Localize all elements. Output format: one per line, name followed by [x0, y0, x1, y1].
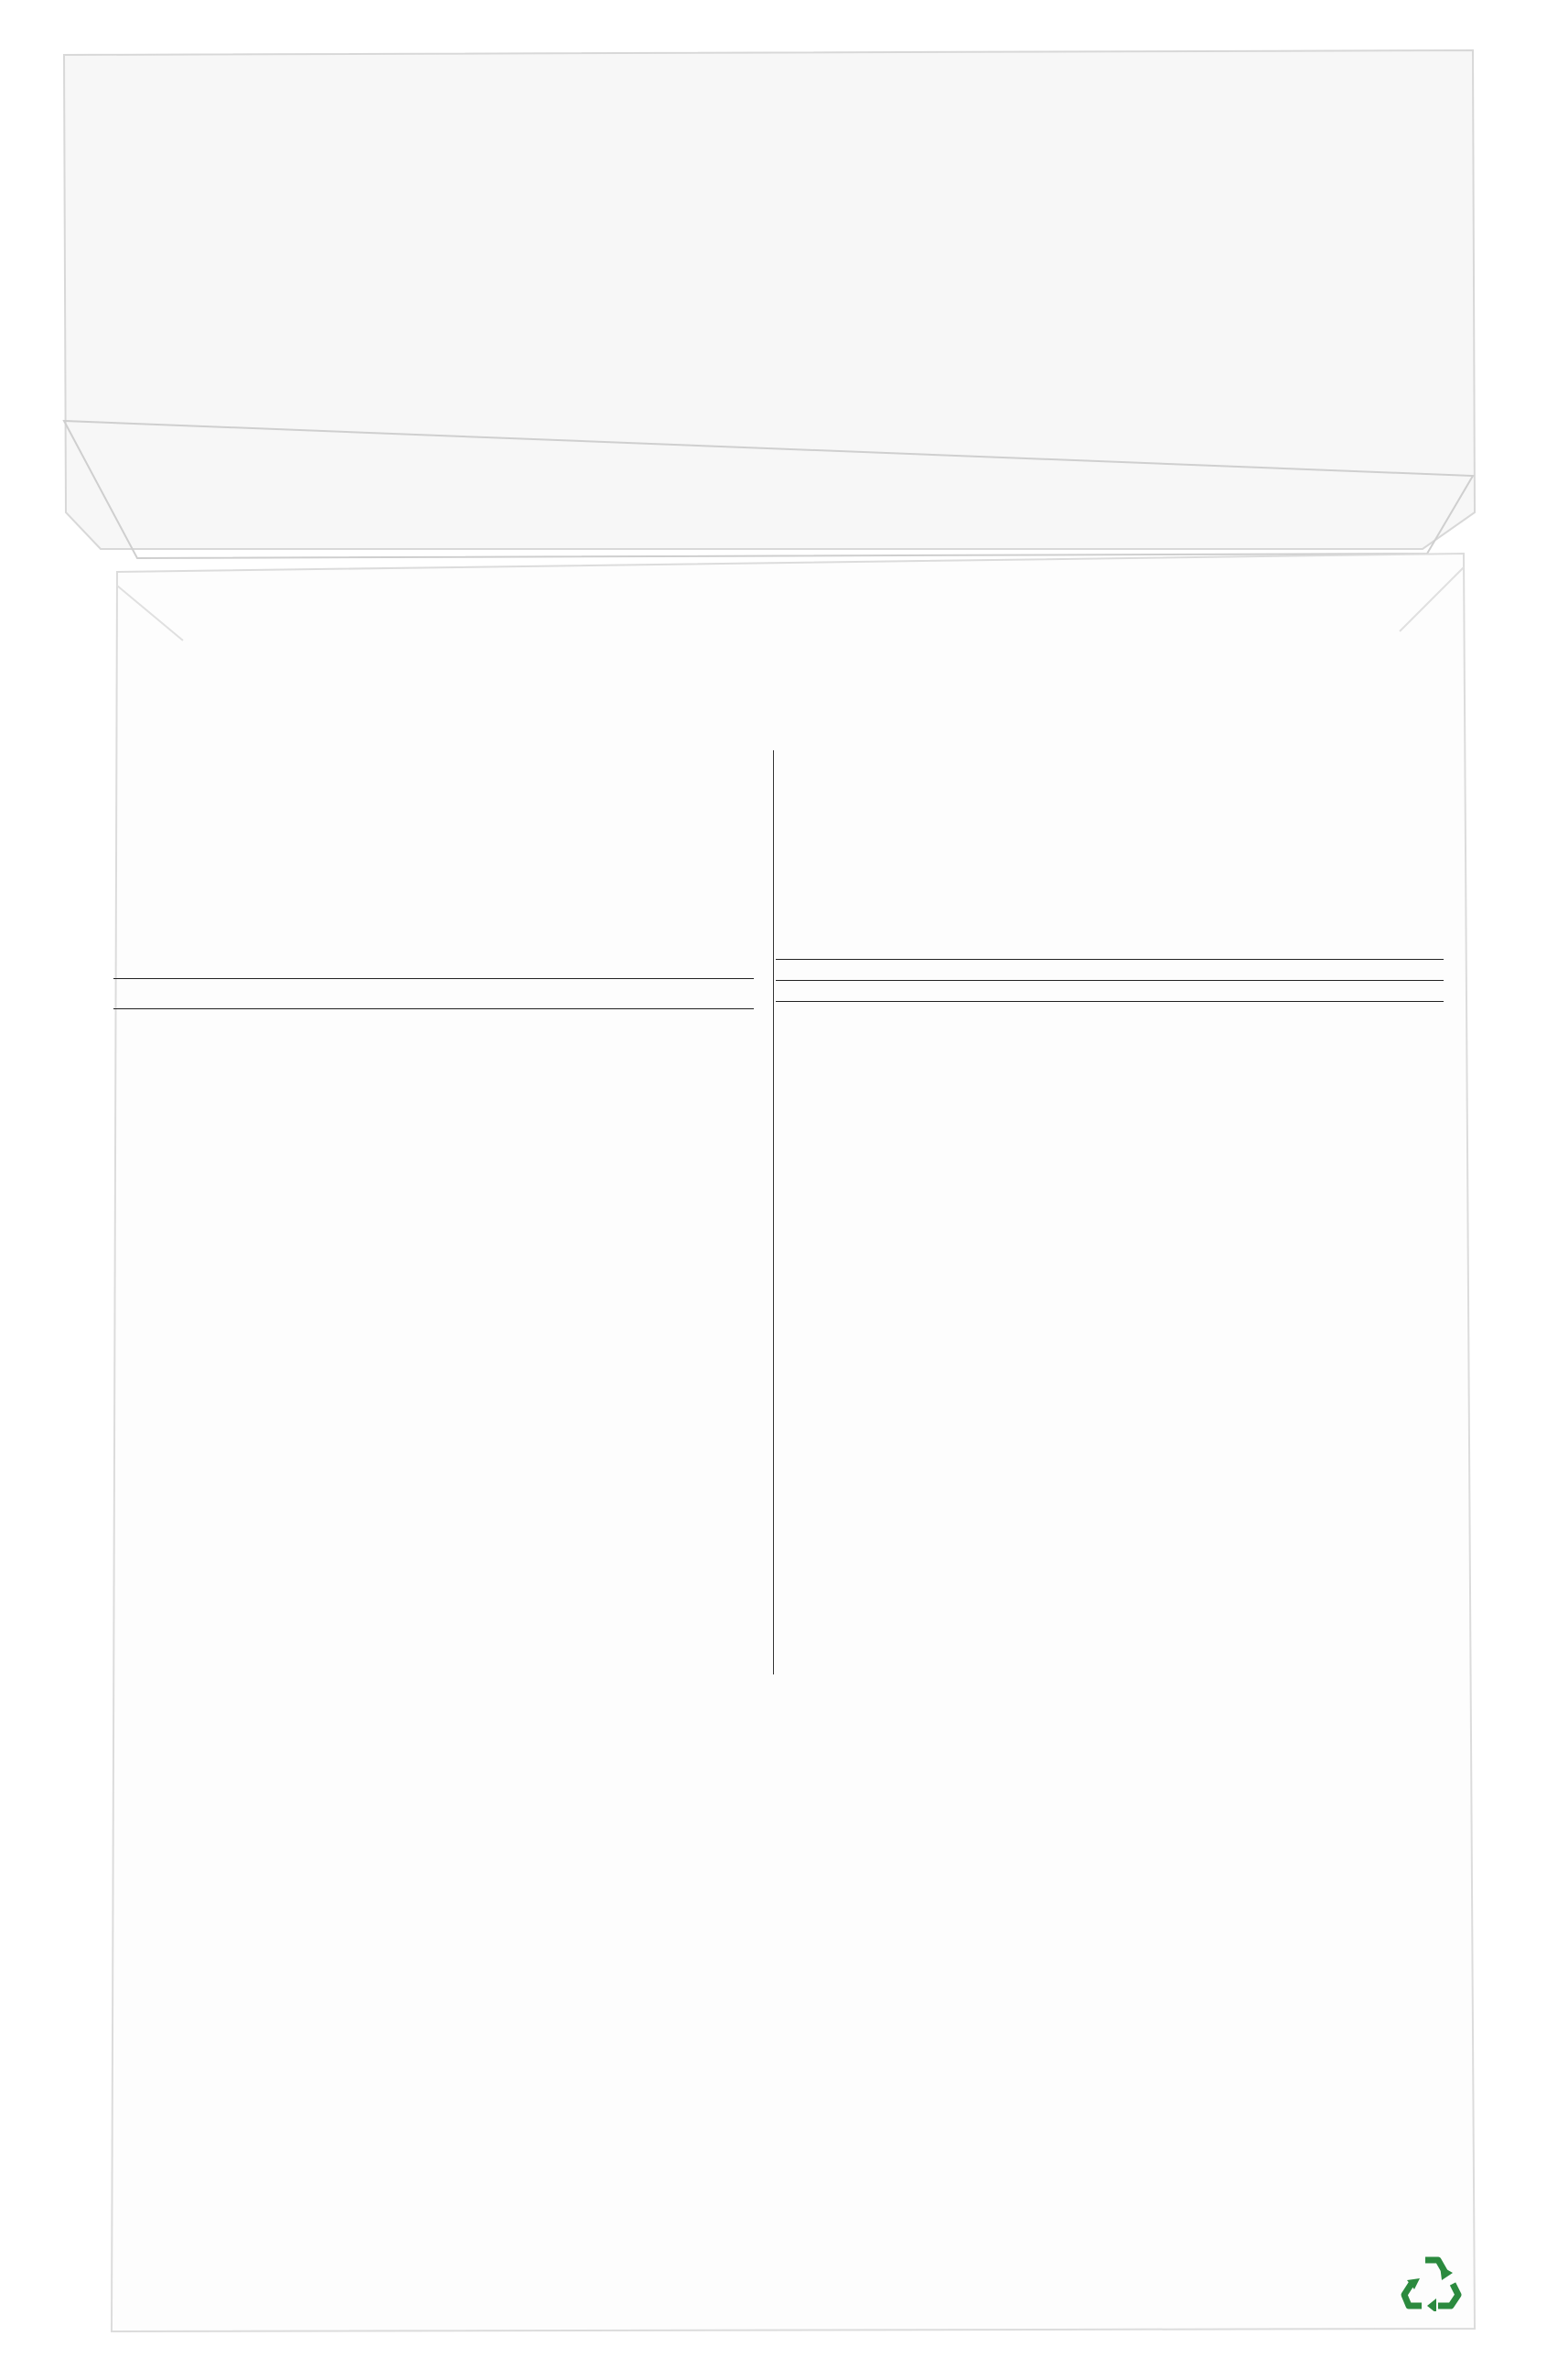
french-nap-note — [776, 1022, 1444, 1042]
series — [776, 919, 1444, 939]
combinations — [113, 938, 754, 958]
nap-note — [113, 1053, 754, 1073]
column-divider — [773, 750, 774, 1674]
recycle-icon — [1400, 2253, 1464, 2311]
tailles-header — [776, 981, 1444, 1002]
suggested-fabrics — [113, 958, 754, 979]
french-yardage-column — [776, 919, 1444, 1042]
telas — [776, 960, 1444, 981]
tissus — [776, 939, 1444, 960]
english-yardage-column — [113, 938, 754, 1073]
garment-sketches — [220, 1720, 1464, 2233]
sizes-header — [113, 988, 754, 1009]
sketch-drawing — [220, 1720, 1464, 2233]
french-finished-title — [776, 1002, 1444, 1022]
finished-measurements-title — [113, 1033, 754, 1053]
